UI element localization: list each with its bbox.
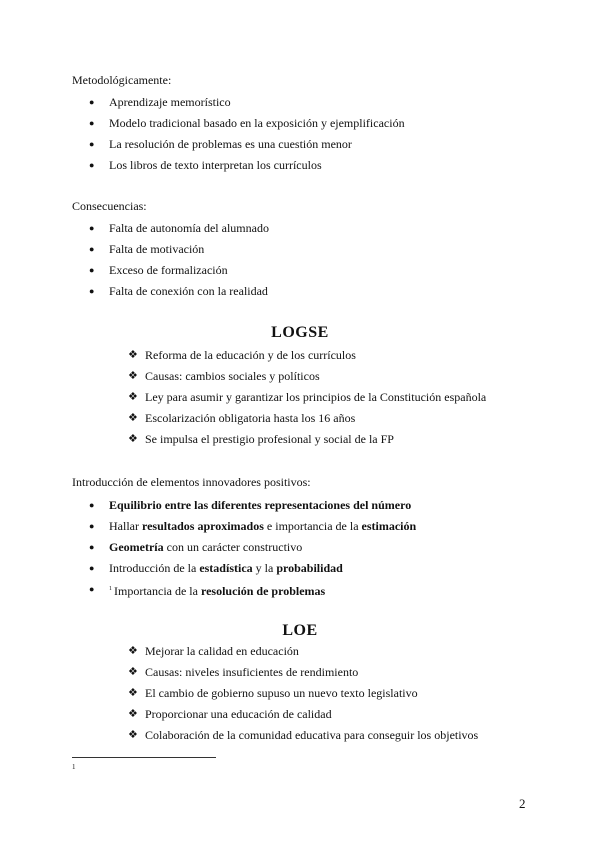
footnote-separator [72,757,216,758]
loe-heading: LOE [282,622,318,639]
methodology-list [72,92,560,176]
bullet-icon: ● [89,286,95,296]
bullet-icon: ● [89,160,95,170]
list-item: ● Exceso de formalización [72,260,560,281]
logse-list [72,345,560,450]
list-item: ❖ Escolarización obligatoria hasta los 16 años [72,408,560,429]
diamond-bullet-icon: ❖ [128,666,138,678]
section-consequences [72,198,560,302]
diamond-bullet-icon: ❖ [128,349,138,361]
section-methodology [72,72,560,176]
loe-list [72,641,560,746]
list-item: ● Equilibrio entre las diferentes representaciones del número [72,495,560,516]
bullet-icon: ● [89,584,95,594]
list-item: ❖ Reforma de la educación y de los currículos [72,345,560,366]
bullet-icon: ● [89,244,95,254]
diamond-bullet-icon: ❖ [128,391,138,403]
list-item: ● Modelo tradicional basado en la exposición y ejemplificación [72,113,560,134]
list-item: ● Falta de conexión con la realidad [72,281,560,302]
list-item: ❖ Proporcionar una educación de calidad [72,704,560,725]
bullet-icon: ● [89,118,95,128]
footnote-number: 1 [72,763,76,771]
list-item: ● Falta de motivación [72,239,560,260]
list-item: ● Geometría con un carácter constructivo [72,537,560,558]
list-item: ❖ Se impulsa el prestigio profesional y social de la FP [72,429,560,450]
list-item: ❖ Colaboración de la comunidad educativa para conseguir los objetivos [72,725,560,746]
bullet-icon: ● [89,139,95,149]
diamond-bullet-icon: ❖ [128,729,138,741]
diamond-bullet-icon: ❖ [128,687,138,699]
logse-heading: LOGSE [271,324,329,341]
bullet-icon: ● [89,500,95,510]
list-item: ❖ Causas: cambios sociales y políticos [72,366,560,387]
list-item: ❖ El cambio de gobierno supuso un nuevo texto legislativo [72,683,560,704]
bullet-icon: ● [89,542,95,552]
diamond-bullet-icon: ❖ [128,370,138,382]
section-innovations [72,474,560,600]
diamond-bullet-icon: ❖ [128,412,138,424]
list-item: ● Introducción de la estadística y la probabilidad [72,558,560,579]
bullet-icon: ● [89,223,95,233]
list-item: ● Falta de autonomía del alumnado [72,218,560,239]
list-item: ● $^1$ Importancia de la resolución de problemas [72,579,560,600]
section-intro: Introducción de elementos innovadores positivos: [72,475,311,489]
list-item: ❖ Mejorar la calidad en educación [72,641,560,662]
footnote-reference[interactable]: 1 [109,586,112,592]
bullet-icon: ● [89,521,95,531]
list-item: ● Aprendizaje memorístico [72,92,560,113]
bullet-icon: ● [89,97,95,107]
diamond-bullet-icon: ❖ [128,645,138,657]
section-intro: Metodológicamente: [72,73,172,87]
section-intro: Consecuencias: [72,199,147,213]
innovations-list [72,495,560,600]
bullet-icon: ● [89,563,95,573]
section-loe [72,641,560,746]
list-item: ● Los libros de texto interpretan los currículos [72,155,560,176]
list-item: ● La resolución de problemas es una cuestión menor [72,134,560,155]
list-item: ● Hallar resultados aproximados e importancia de la estimación [72,516,560,537]
section-logse [72,345,560,450]
diamond-bullet-icon: ❖ [128,708,138,720]
consequences-list [72,218,560,302]
diamond-bullet-icon: ❖ [128,433,138,445]
list-item: ❖ Ley para asumir y garantizar los principios de la Constitución española [72,387,560,408]
page-number: 2 [519,796,526,811]
list-item: ❖ Causas: niveles insuficientes de rendimiento [72,662,560,683]
bullet-icon: ● [89,265,95,275]
